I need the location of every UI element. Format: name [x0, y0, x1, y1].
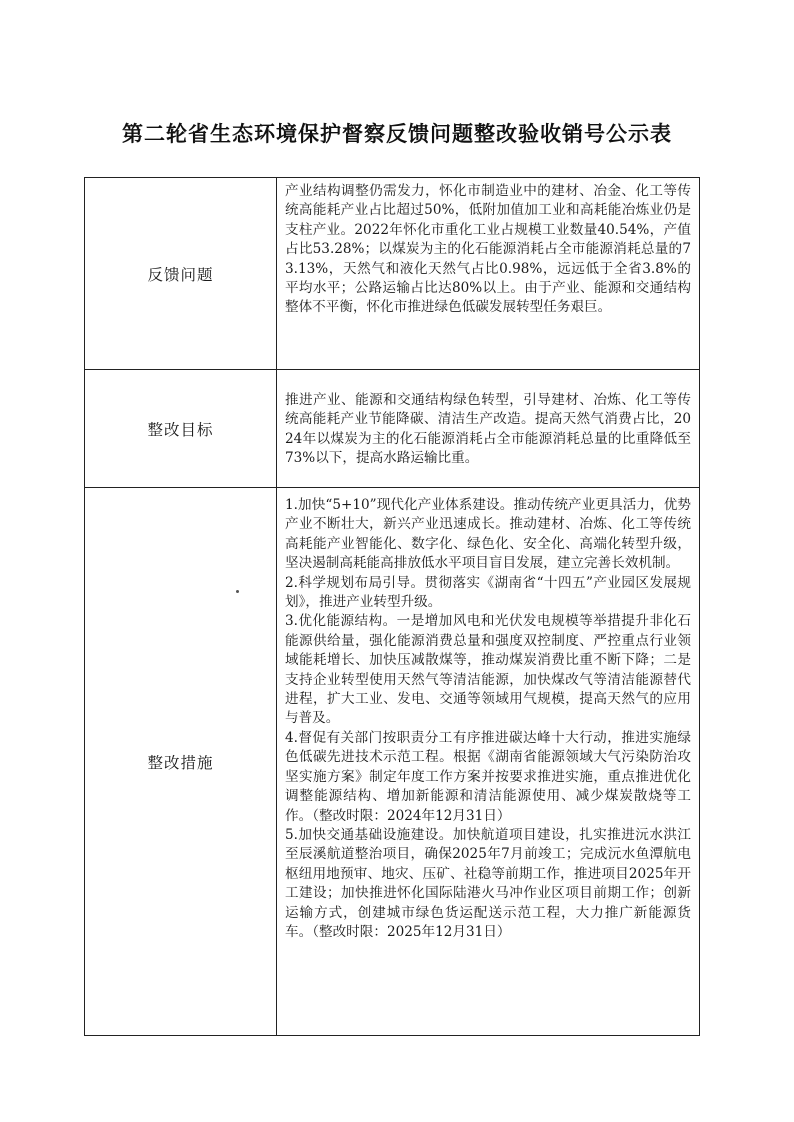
measure-item-3: 3.优化能源结构。一是增加风电和光伏发电规模等举措提升非化石能源供给量，强化能源消费总量和强度双控制度、严控重点行业领域能耗增长、加快压减散煤等，推动煤炭消费比重不断下降；二是支持企业转型使用天然气等清洁能源，加快煤改气等清洁能源替代进程，扩大工业、发电、交通等领域用气规模，提高天然气的应用与普及。 [285, 613, 691, 727]
label-measures: 整改措施 [85, 488, 277, 1036]
rectification-table [84, 177, 700, 1036]
measure-item-5: 5.加快交通基础设施建设。加快航道项目建设，扎实推进沅水洪江至辰溪航道整治项目，确保2025年7月前竣工；完成沅水鱼潭航电枢纽用地预审、地灾、压矿、社稳等前期工作，推进项目2025年开工建设；加快推进怀化国际陆港火马冲作业区项目前期工作；创新运输方式，创建城市绿色货运配送示范工程，大力推广新能源货车。（整改时限：2025年12月31日） [285, 826, 691, 940]
table-row-goal [85, 370, 700, 488]
feedback-text: 产业结构调整仍需发力，怀化市制造业中的建材、冶金、化工等传统高能耗产业占比超过50%，低附加值加工业和高耗能冶炼业仍是支柱产业。2022年怀化市重化工业占规模工业数量40.54%，产值占比53.28%；以煤炭为主的化石能源消耗占全市能源消耗总量的73.13%，天然气和液化天然气占比0.98%，远远低于全省3.8%的平均水平；公路运输占比达80%以上。由于产业、能源和交通结构整体不平衡，怀化市推进绿色低碳发展转型任务艰巨。 [285, 183, 691, 316]
goal-text: 推进产业、能源和交通结构绿色转型，引导建材、冶炼、化工等传统高能耗产业节能降碳、清洁生产改造。提高天然气消费占比，2024年以煤炭为主的化石能源消耗占全市能源消耗总量的比重降低至73%以下，提高水路运输比重。 [285, 391, 691, 466]
measure-item-1: 1.加快“5+10”现代化产业体系建设。推动传统产业更具活力，优势产业不断壮大，新兴产业迅速成长。推动建材、冶炼、化工等传统高耗能产业智能化、数字化、绿色化、安全化、高端化转型升级，坚决遏制高耗能高排放低水平项目盲目发展，建立完善长效机制。 [285, 497, 691, 572]
content-goal [277, 370, 700, 488]
measure-item-2: 2.科学规划布局引导。贯彻落实《湖南省“十四五”产业园区发展规划》，推进产业转型升级。 [285, 574, 691, 611]
scan-speck [236, 590, 239, 593]
page-title: 第二轮省生态环境保护督察反馈问题整改验收销号公示表 [122, 121, 672, 146]
table-row-feedback [85, 178, 700, 370]
label-feedback: 反馈问题 [85, 178, 277, 370]
table-row-measures [85, 488, 700, 1036]
content-measures [277, 488, 700, 1036]
content-feedback [277, 178, 700, 370]
measure-item-4: 4.督促有关部门按职责分工有序推进碳达峰十大行动，推进实施绿色低碳先进技术示范工程。根据《湖南省能源领域大气污染防治攻坚实施方案》制定年度工作方案并按要求推进实施，重点推进优化调整能源结构、增加新能源和清洁能源使用、减少煤炭散烧等工作。（整改时限：2024年12月31日） [285, 729, 691, 824]
label-goal: 整改目标 [85, 370, 277, 488]
